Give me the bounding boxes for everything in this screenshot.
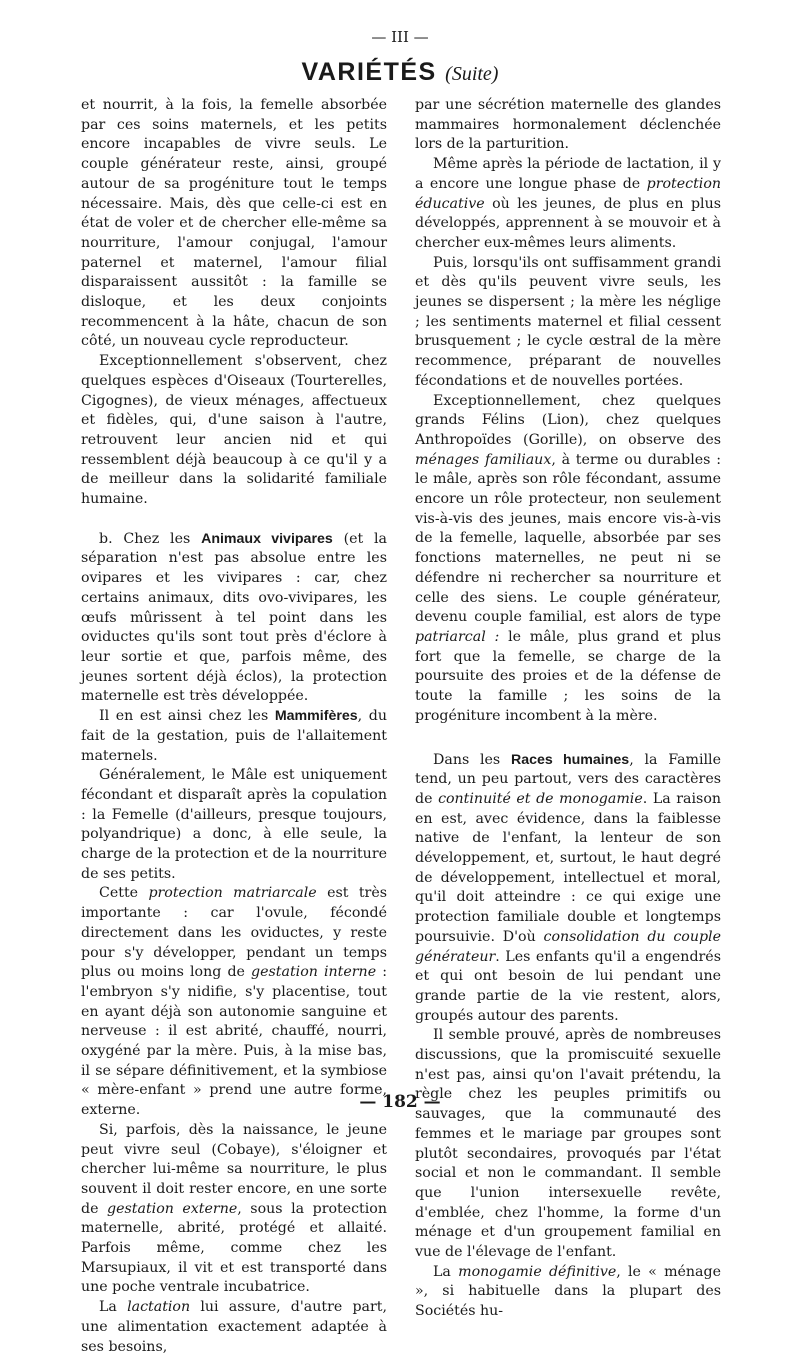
page-roman-header: — III — [371, 28, 429, 46]
title-main: VARIÉTÉS [301, 58, 437, 86]
paragraph: Puis, lorsqu'ils ont suffisamment grandi et dès qu'ils peuvent vivre seuls, les jeunes se dispersent ; la mère les néglige ; les sentiments maternel et filial cessent brusquement ; le cycle œstral de la mère recommence, préparant de nouvelles fécondations et de nouvelles portées. [415, 254, 721, 389]
paragraph: et nourrit, à la fois, la femelle absorbée par ces soins maternels, et les petits encore incapables de vivre seuls. Le couple générateur reste, ainsi, groupé autour de sa progéniture tout le temps nécessaire. Mais, dès que celle-ci est en état de voler et de chercher elle-même sa nourriture, l'amour conjugal, l'amour paternel et maternel, l'amour filial disparaissent aussitôt : la famille se disloque, et les deux conjoints recommencent à la hâte, chacun de son côté, un nouveau cycle reproducteur. [81, 97, 387, 350]
title-suite: (Suite) [445, 63, 499, 85]
bold-term: Races humaines [510, 751, 630, 768]
paragraph: Il en est ainsi chez les Mammifères, du fait de la gestation, puis de l'allaitement maternels. [81, 708, 387, 764]
bold-term: Animaux vivipares [201, 530, 333, 547]
paragraph: Si, parfois, dès la naissance, le jeune peut vivre seul (Cobaye), s'éloigner et chercher lui-même sa nourriture, le plus souvent il doit rester encore, en une sorte de gestation externe, sous la protection maternelle, abrité, protégé et allaité. Parfois même, comme chez les Marsupiaux, il vit et est transporté dans une poche ventrale incubatrice. [81, 1121, 387, 1296]
right-column [415, 96, 721, 1322]
paragraph: Même après la période de lactation, il y a encore une longue phase de protection éducative où les jeunes, de plus en plus développés, apprennent à se mouvoir et à chercher eux-mêmes leurs aliments. [415, 156, 721, 251]
paragraph: La monogamie définitive, le « ménage », si habituelle dans la plupart des Sociétés hu- [415, 1263, 721, 1320]
paragraph: par une sécrétion maternelle des glandes mammaires hormonalement déclenchée lors de la parturition. [415, 97, 721, 153]
paragraph: Cette protection matriarcale est très importante : car l'ovule, fécondé directement dans les oviductes, y reste pour s'y développer, pendant un temps plus ou moins long de gestation interne : l'embryon s'y nidifie, s'y placentise, tout en ayant déjà son autonomie sanguine et nerveuse : il est abrité, chauffé, nourri, oxygéné par la mère. Puis, à la mise bas, il se sépare définitivement, et la symbiose « mère-enfant » prend une autre forme, externe. [81, 885, 388, 1119]
paragraph: Il semble prouvé, après de nombreuses discussions, que la promiscuité sexuelle n'est pas, ainsi qu'on l'avait prétendu, la règle chez les peuples primitifs ou sauvages, que la communauté des femmes et le mariage par groupes sont plutôt secondaires, provoqués par l'état social et non le commandant. Il semble que l'union intersexuelle revête, d'emblée, chez l'homme, la forme d'un ménage et d'un groupement familial en vue de l'élevage de l'enfant. [415, 1027, 721, 1261]
paragraph: Généralement, le Mâle est uniquement fécondant et disparaît après la copulation : la Femelle (d'ailleurs, presque toujours, polyandrique) a donc, à elle seule, la charge de la protection et de la nourriture de ses petits. [81, 767, 387, 882]
paragraph: La lactation lui assure, d'autre part, une alimentation exactement adaptée à ses besoins, [81, 1299, 388, 1355]
paragraph: Dans les Races humaines, la Famille tend, un peu partout, vers des caractères de continuité et de monogamie. La raison en est, avec évidence, dans la faiblesse native de l'enfant, la lenteur de son développement, et, surtout, le haut degré de développement, intellectuel et moral, qu'il doit atteindre : ce qui exige une protection familiale double et longtemps poursuivie. D'où consolidation du couple générateur. Les enfants qu'il a engendrés et qui ont besoin de lui pendant une grande partie de la vie restent, alors, groupés autour des parents. [415, 751, 722, 1024]
page-number: — 182 — [359, 1092, 441, 1112]
paragraph: Exceptionnellement, chez quelques grands Félins (Lion), chez quelques Anthropoïdes (Gorille), on observe des ménages familiaux, à terme ou durables : le mâle, après son rôle fécondant, assume encore un rôle protecteur, non seulement vis-à-vis des jeunes, mais encore vis-à-vis de la femelle, laquelle, absorbée par ses fonctions maternelles, ne peut ni se défendre ni rechercher sa nourriture et celle des siens. Le couple générateur, devenu couple familial, est alors de type patriarcal : le mâle, plus grand et plus fort que la femelle, se charge de la poursuite des proies et de la défense de toute la famille ; les soins de la progéniture incombent à la mère. [415, 392, 721, 724]
left-column [81, 96, 387, 1357]
page-title [0, 58, 800, 87]
bold-term: Mammifères [274, 708, 358, 725]
paragraph: b. Chez les Animaux vivipares (et la séparation n'est pas absolue entre les ovipares et les vivipares : car, chez certains animaux, dits ovo-vivipares, les œufs mûrissent à tel point dans les oviductes qu'ils sont tout près d'éclore à leur sortie et que, parfois même, des jeunes sortent déjà éclos), la protection maternelle est très développée. [81, 530, 387, 705]
paragraph: Exceptionnellement s'observent, chez quelques espèces d'Oiseaux (Tourterelles, Cigognes), de vieux ménages, affectueux et fidèles, qui, d'une saison à l'autre, retrouvent leur ancien nid et qui ressemblent déjà beaucoup à ce qu'il y a de meilleur dans la solidarité familiale humaine. [81, 353, 387, 508]
